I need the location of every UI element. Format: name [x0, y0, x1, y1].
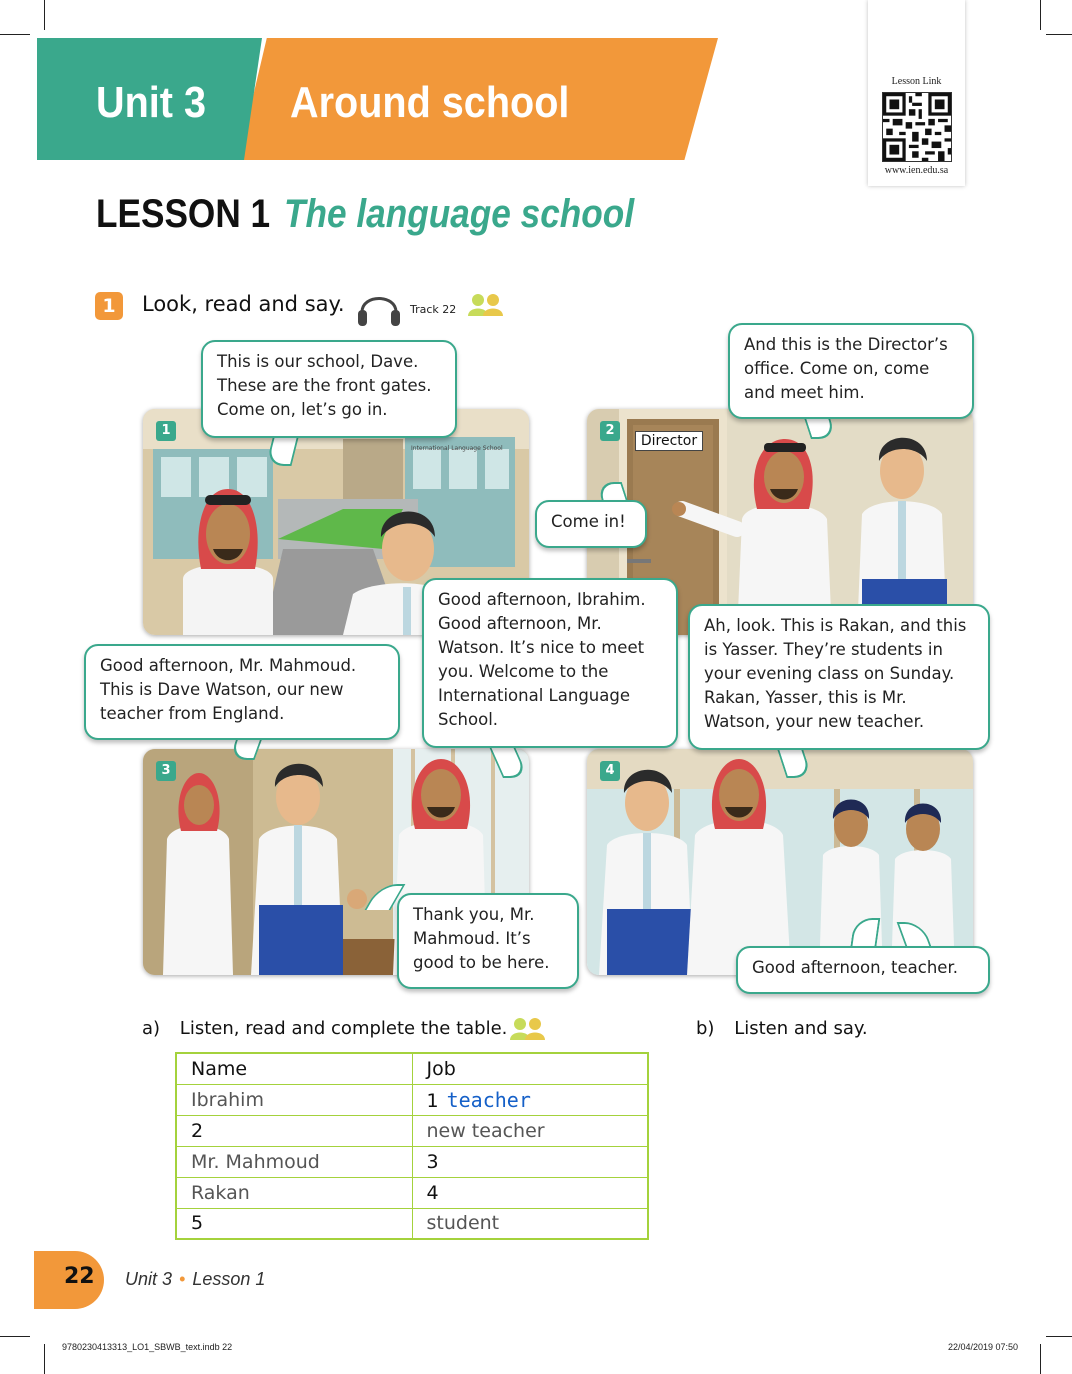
- panel-number: 1: [156, 421, 176, 441]
- crop-mark: [1040, 0, 1041, 30]
- blank-number: 1: [426, 1089, 439, 1112]
- headphones-icon: [356, 286, 402, 330]
- job-cell[interactable]: [412, 1084, 648, 1115]
- lesson-number: LESSON 1: [96, 192, 271, 236]
- speech-bubble-7: Thank you, Mr. Mahmoud. It’s good to be here.: [397, 893, 579, 989]
- table-row: [176, 1208, 648, 1239]
- name-cell[interactable]: 5: [176, 1208, 412, 1239]
- crop-mark: [0, 1336, 30, 1337]
- door-sign: Director: [635, 431, 703, 451]
- panel-number: 2: [600, 421, 620, 441]
- crop-mark: [1046, 1336, 1072, 1337]
- panel-number: 4: [600, 761, 620, 781]
- crop-mark: [0, 34, 30, 35]
- footer-lesson: Lesson 1: [192, 1269, 266, 1289]
- answer-text: teacher: [446, 1087, 531, 1112]
- activity-number: 1: [95, 292, 123, 320]
- exercise-a-instruction: Listen, read and complete the table.: [179, 1018, 508, 1039]
- unit-title: Around school: [290, 78, 570, 127]
- job-cell: new teacher: [412, 1115, 648, 1146]
- table-row: [176, 1084, 648, 1115]
- audio-track-label: Track 22: [410, 303, 457, 316]
- speech-bubble-6: Ah, look. This is Rakan, and this is Yasser. They’re students in your evening class on Sunday. Rakan, Yasser, this is Mr. Watson, your new teacher.: [688, 604, 990, 750]
- exercise-a: [142, 1018, 507, 1039]
- unit-label: Unit 3: [96, 78, 207, 127]
- lesson-title: The language school: [284, 192, 635, 236]
- name-job-table: [175, 1052, 649, 1240]
- name-cell: Rakan: [176, 1177, 412, 1208]
- exercise-b: [696, 1018, 868, 1039]
- speech-bubble-8: Good afternoon, teacher.: [736, 946, 990, 994]
- lesson-link-card[interactable]: [868, 0, 965, 186]
- bullet-icon: •: [179, 1269, 186, 1289]
- print-slug-date: 22/04/2019 07:50: [948, 1342, 1019, 1352]
- exercise-b-label: b): [696, 1018, 715, 1039]
- panel-number: 3: [156, 761, 176, 781]
- table-header-row: [176, 1053, 648, 1084]
- name-cell: Ibrahim: [176, 1084, 412, 1115]
- header-name: Name: [176, 1053, 412, 1084]
- table-row: [176, 1177, 648, 1208]
- job-cell[interactable]: 4: [412, 1177, 648, 1208]
- crop-mark: [1046, 34, 1072, 35]
- activity-instruction: Look, read and say.: [142, 292, 345, 316]
- footer-breadcrumb: [125, 1269, 265, 1290]
- footer-unit: Unit 3: [125, 1269, 173, 1289]
- pair-work-icon: [466, 292, 506, 318]
- speech-bubble-3: Come in!: [535, 500, 647, 548]
- speech-bubble-5: Good afternoon, Ibrahim. Good afternoon, Mr. Watson. It’s nice to meet you. Welcome to the International Language School.: [422, 578, 678, 748]
- page-number: 22: [64, 1264, 95, 1289]
- print-slug-file: 9780230413313_LO1_SBWB_text.indb 22: [62, 1342, 233, 1352]
- header-job: Job: [412, 1053, 648, 1084]
- exercise-b-instruction: Listen and say.: [734, 1018, 868, 1039]
- table-row: [176, 1115, 648, 1146]
- exercise-a-label: a): [142, 1018, 161, 1039]
- crop-mark: [1040, 1344, 1041, 1374]
- job-cell[interactable]: 3: [412, 1146, 648, 1177]
- crop-mark: [44, 1344, 45, 1374]
- table-row: [176, 1146, 648, 1177]
- speech-bubble-1: This is our school, Dave. These are the front gates. Come on, let’s go in.: [201, 340, 457, 438]
- qr-code-icon[interactable]: [882, 92, 952, 162]
- name-cell: Mr. Mahmoud: [176, 1146, 412, 1177]
- crop-mark: [44, 0, 45, 30]
- name-cell[interactable]: 2: [176, 1115, 412, 1146]
- pair-work-icon: [508, 1016, 548, 1042]
- speech-bubble-2: And this is the Director’s office. Come on, come and meet him.: [728, 323, 974, 419]
- speech-bubble-4: Good afternoon, Mr. Mahmoud. This is Dave Watson, our new teacher from England.: [84, 644, 400, 740]
- school-sign: International Language School: [411, 445, 503, 452]
- lesson-link-url[interactable]: www.ien.edu.sa: [884, 165, 949, 176]
- job-cell: student: [412, 1208, 648, 1239]
- lesson-link-label: Lesson Link: [891, 76, 942, 87]
